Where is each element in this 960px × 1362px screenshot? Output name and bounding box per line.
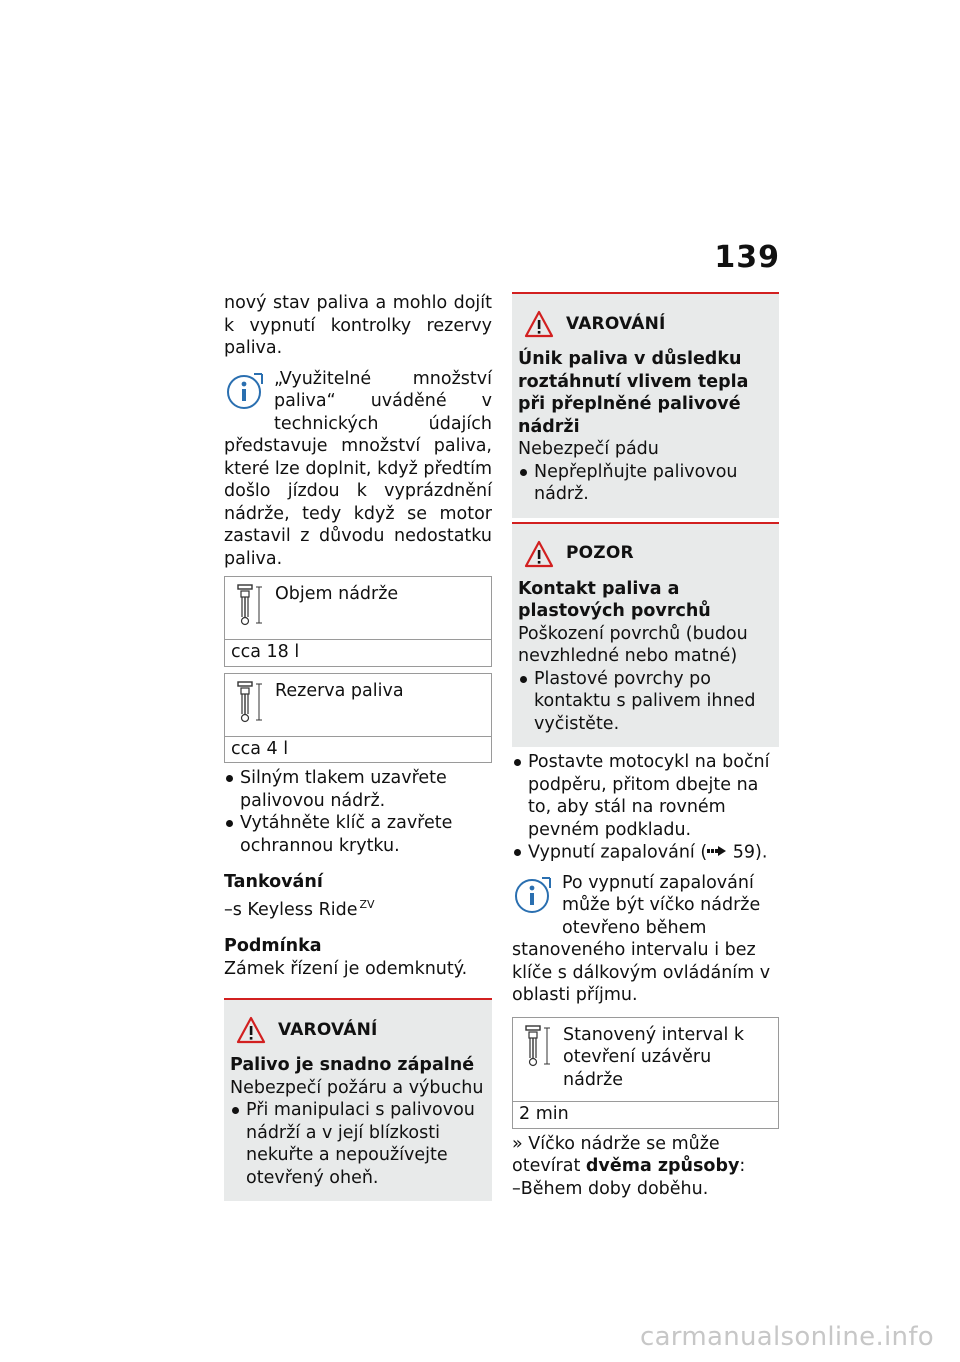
warning-list bbox=[518, 461, 771, 506]
list-item: Při manipulaci s palivovou nádrží a v její blízkosti nekuřte a nepoužívejte otevřený oheň. bbox=[230, 1099, 484, 1189]
info-note bbox=[224, 368, 492, 571]
spec-icon bbox=[235, 583, 265, 629]
spec-label: Rezerva paliva bbox=[275, 680, 404, 701]
warning-text: Nebezpečí požáru a výbuchu bbox=[230, 1077, 484, 1098]
note-text: Po vypnutí zapalování může být víčko nádrže otevřeno během stanoveného intervalu i bez klíče s dálkovým ovládáním v oblasti příjmu. bbox=[512, 872, 771, 1006]
left-column bbox=[224, 292, 492, 1201]
warning-heading: Palivo je snadno zápalné bbox=[230, 1055, 475, 1075]
condition-text: Zámek řízení je odemknutý. bbox=[224, 958, 468, 979]
warning-heading: Únik paliva v důsledku roztáhnutí vlivem tepla při přeplněné palivové nádrži bbox=[518, 349, 749, 437]
list-item: Plastové povrchy po kontaktu s palivem ihned vyčistěte. bbox=[518, 668, 771, 736]
watermark: carmanualsonline.info bbox=[639, 1322, 934, 1352]
intro-text: nový stav paliva a mohlo dojít k vypnutí kontrolky rezervy paliva. bbox=[224, 293, 492, 358]
list-item: Vytáhněte klíč a zavřete ochrannou krytku. bbox=[224, 812, 492, 857]
page-reference-arrow-icon bbox=[707, 841, 727, 864]
caution-icon bbox=[524, 540, 554, 568]
note-text: „Využitelné množství paliva“ uváděné v technických údajích představuje množství paliva, které lze doplnit, když předtím došlo jízdou k vyprázdnění nádrže, tedy když se motor zastavil z důvodu nedostatku paliva. bbox=[224, 368, 492, 569]
list-item: Nepřeplňujte palivovou nádrž. bbox=[518, 461, 771, 506]
caution-box bbox=[512, 522, 779, 748]
spec-label: Objem nádrže bbox=[275, 584, 399, 604]
dash-item: –Během doby doběhu. bbox=[512, 1178, 709, 1199]
list-item: Silným tlakem uzavřete palivovou nádrž. bbox=[224, 767, 492, 812]
right-column bbox=[512, 292, 779, 1200]
section-title: Tankování bbox=[224, 872, 323, 892]
spec-fuel-reserve bbox=[224, 673, 492, 764]
spec-value: 2 min bbox=[513, 1101, 778, 1128]
caution-text: Poškození povrchů (budou nevzhledné nebo matné) bbox=[518, 623, 748, 666]
spec-tank-volume bbox=[224, 576, 492, 667]
spec-label: Stanovený interval k otevření uzávěru nádrže bbox=[563, 1024, 745, 1090]
warning-icon bbox=[524, 310, 554, 338]
list-item: Vypnutí zapalování ( 59). bbox=[512, 841, 779, 864]
page-number: 139 bbox=[714, 240, 780, 275]
caution-heading: Kontakt paliva a plastových povrchů bbox=[518, 578, 711, 621]
warning-label: VAROVÁNÍ bbox=[278, 1019, 378, 1040]
condition-title: Podmínka bbox=[224, 936, 322, 956]
info-icon bbox=[512, 874, 556, 918]
spec-icon bbox=[235, 680, 265, 726]
section-subtitle: –s Keyless Ride $^{ZV}$ bbox=[224, 897, 375, 920]
warning-box bbox=[512, 292, 779, 518]
info-note bbox=[512, 872, 779, 1007]
warning-text: Nebezpečí pádu bbox=[518, 439, 659, 459]
spec-value: cca 18 l bbox=[225, 639, 491, 666]
warning-list bbox=[230, 1099, 484, 1189]
instruction-list bbox=[512, 751, 779, 864]
spec-icon bbox=[523, 1024, 553, 1070]
caution-list bbox=[518, 668, 771, 736]
option-marker: ZV bbox=[359, 897, 375, 911]
instruction-list bbox=[224, 767, 492, 857]
spec-value: cca 4 l bbox=[225, 736, 491, 763]
warning-label: VAROVÁNÍ bbox=[566, 313, 666, 334]
list-item: Postavte motocykl na boční podpěru, přitom dbejte na to, aby stál na rovném pevném podkladu. bbox=[512, 751, 779, 841]
info-icon bbox=[224, 370, 268, 414]
caution-label: POZOR bbox=[566, 543, 634, 564]
result-text: » Víčko nádrže se může otevírat dvěma způsoby: bbox=[512, 1133, 746, 1177]
warning-box bbox=[224, 998, 492, 1201]
warning-icon bbox=[236, 1016, 266, 1044]
spec-interval bbox=[512, 1017, 779, 1129]
